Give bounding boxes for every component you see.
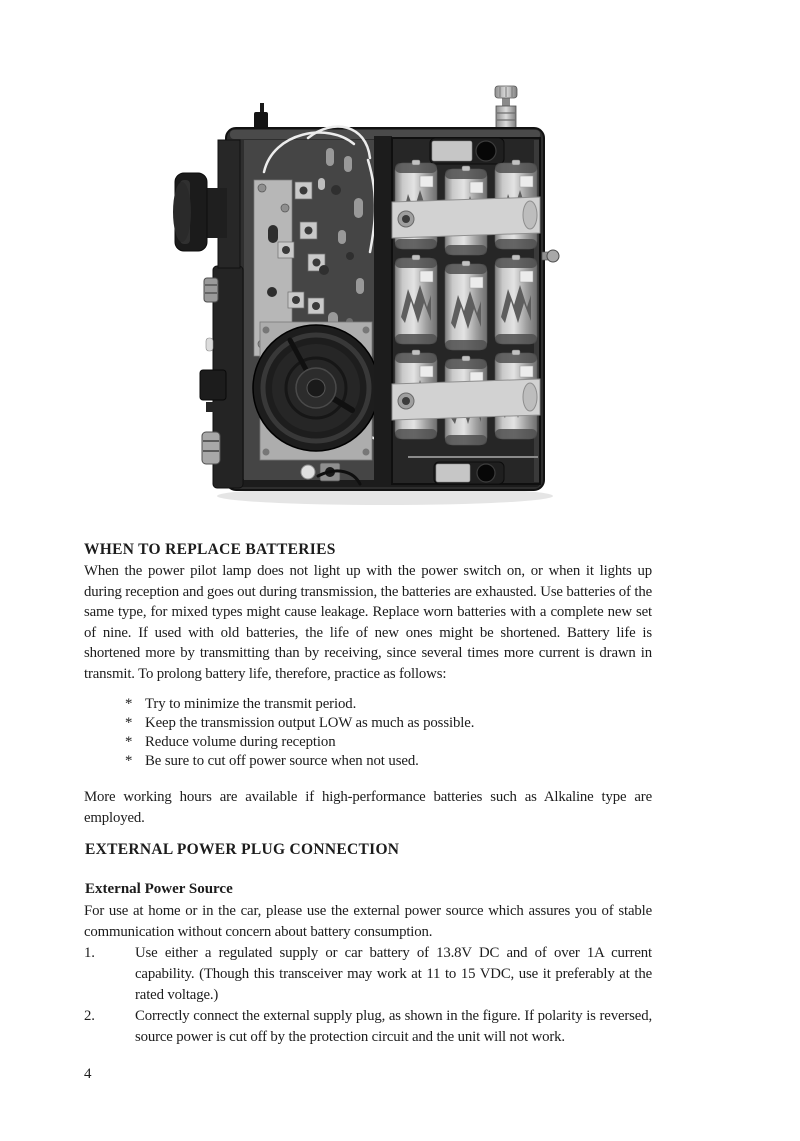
battery — [445, 261, 487, 350]
side-pin — [206, 338, 213, 351]
earphone-jack — [204, 278, 218, 302]
section2-heading: EXTERNAL POWER PLUG CONNECTION — [85, 841, 400, 858]
speaker — [253, 322, 379, 484]
transceiver-photo — [168, 80, 566, 514]
battery-strap-bottom — [392, 379, 540, 420]
bullet-item — [84, 733, 652, 752]
bullet-item — [84, 714, 652, 733]
side-screw-right — [542, 250, 559, 262]
step-number: 1. — [84, 945, 95, 961]
battery-strap-top — [392, 197, 540, 238]
bullet-text: Try to minimize the transmit period. — [145, 696, 357, 712]
bullet-marker: * — [125, 715, 133, 731]
section1-bullet-list — [84, 695, 652, 771]
bullet-item — [84, 752, 652, 771]
section1-heading: WHEN TO REPLACE BATTERIES — [84, 541, 336, 558]
section1-note: More working hours are available if high-performance batteries such as Alkaline type are employed. — [84, 789, 652, 826]
section2-step-list — [84, 943, 652, 1048]
section2-paragraph: For use at home or in the car, please use the external power source which assures you of stable communication without concern about battery consumption. — [84, 903, 652, 940]
page-number: 4 — [84, 1066, 92, 1082]
bullet-marker: * — [125, 696, 133, 712]
top-switch-tab — [254, 103, 268, 130]
battery — [395, 255, 437, 344]
battery-compartment — [392, 138, 540, 484]
compartment-divider — [374, 136, 392, 484]
battery — [495, 255, 537, 344]
section2-subheading: External Power Source — [85, 881, 233, 897]
mic-jack — [202, 432, 220, 464]
bullet-text: Reduce volume during reception — [145, 734, 336, 750]
battery-holder-top — [430, 138, 504, 164]
bullet-text: Keep the transmission output LOW as much as possible. — [145, 715, 475, 731]
section1-paragraph: When the power pilot lamp does not light up with the power switch on, or when it lights up during reception and goes out during transmission, the batteries are exhausted. Use batteries of the same type, for mixed types might cause leakage. Replace worn batteries with a complete new set of nine. If used with old batteries, the life of new ones might be shortened. Battery life is shortened more by transmitting than by receiving, since several times more current is drawn in transmit. To prolong battery life, therefore, practice as follows: — [84, 563, 652, 682]
step-text: Correctly connect the external supply plug, as shown in the figure. If polarity is reversed, source power is cut off by the protection circuit and the unit will not work. — [135, 1008, 652, 1045]
step-number: 2. — [84, 1008, 95, 1024]
figure-transceiver-photo — [168, 80, 566, 514]
step-item — [84, 943, 652, 1006]
bullet-marker: * — [125, 753, 133, 769]
bullet-marker: * — [125, 734, 133, 750]
bullet-text: Be sure to cut off power source when not used. — [145, 753, 419, 769]
step-text: Use either a regulated supply or car battery of 13.8V DC and of over 1A current capability. (Though this transceiver may work at 11 to 15 VDC, use it preferably at the rated voltage.) — [135, 945, 652, 1003]
bullet-item — [84, 695, 652, 714]
antenna-mount — [495, 86, 517, 130]
step-item — [84, 1006, 652, 1048]
